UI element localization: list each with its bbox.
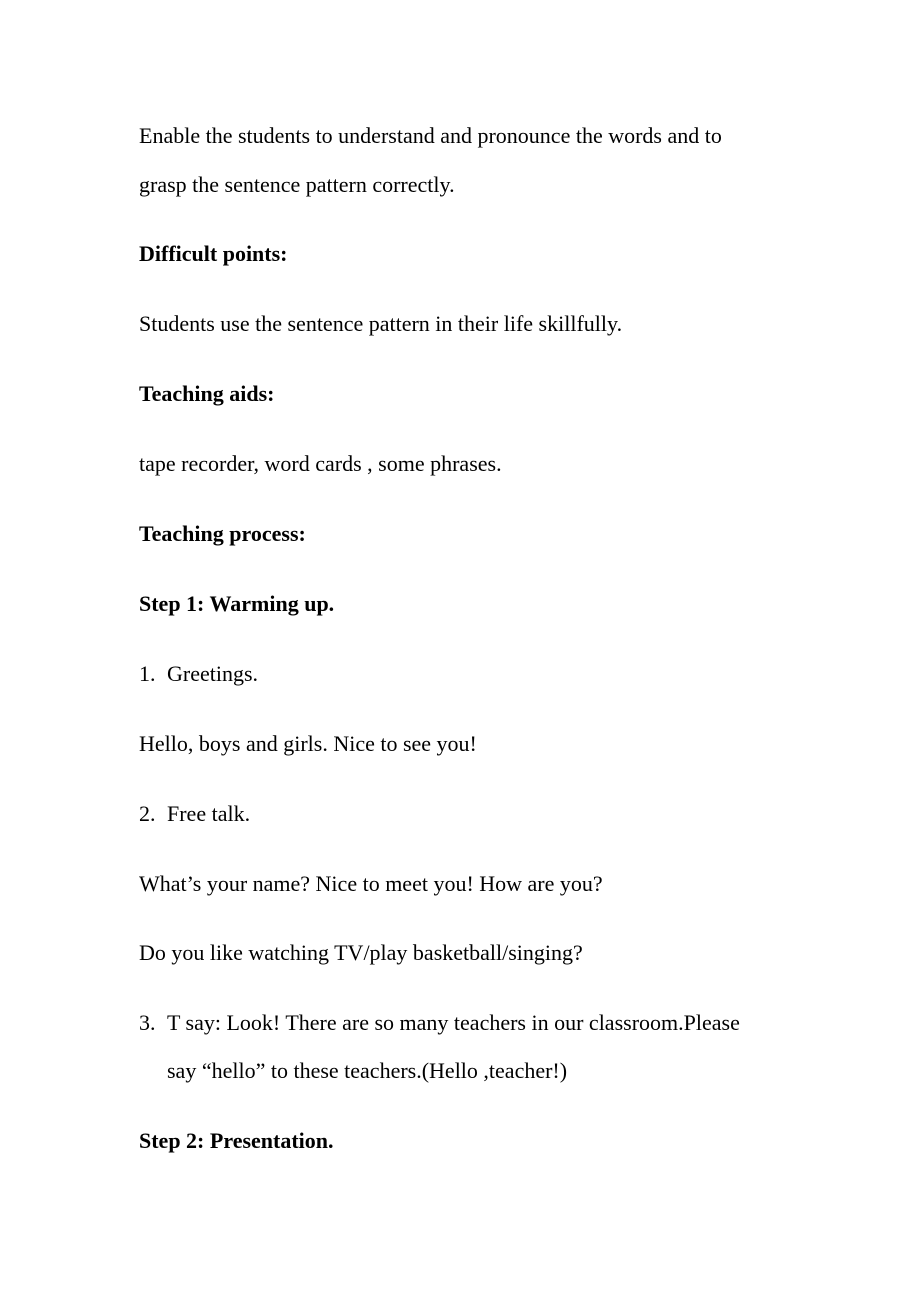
free-talk-line-2: Do you like watching TV/play basketball/singing? [139,940,583,965]
teaching-aids-heading: Teaching aids: [139,381,275,406]
list-item-free-talk [139,800,250,828]
list-item-text: Greetings. [167,661,259,686]
list-item-greetings [139,660,258,688]
step-2-heading: Step 2: Presentation. [139,1128,334,1153]
objective-line-2: grasp the sentence pattern correctly. [139,172,455,197]
objective-line-1: Enable the students to understand and pronounce the words and to [139,123,722,148]
teaching-process-heading: Teaching process: [139,521,306,546]
list-item-number: 2. [139,801,156,826]
step-1-heading: Step 1: Warming up. [139,591,335,616]
difficult-points-text: Students use the sentence pattern in their life skillfully. [139,311,623,336]
list-item-t-say-continued: say “hello” to these teachers.(Hello ,teacher!) [167,1058,568,1083]
list-item-text: Free talk. [167,801,251,826]
free-talk-line-1: What’s your name? Nice to meet you! How are you? [139,871,603,896]
teaching-aids-text: tape recorder, word cards , some phrases. [139,451,502,476]
list-item-number: 1. [139,661,156,686]
greeting-text: Hello, boys and girls. Nice to see you! [139,731,477,756]
list-item-text: T say: Look! There are so many teachers in our classroom.Please [167,1010,740,1035]
list-item-number: 3. [139,1010,156,1035]
list-item-t-say [139,1009,740,1037]
difficult-points-heading: Difficult points: [139,241,288,266]
